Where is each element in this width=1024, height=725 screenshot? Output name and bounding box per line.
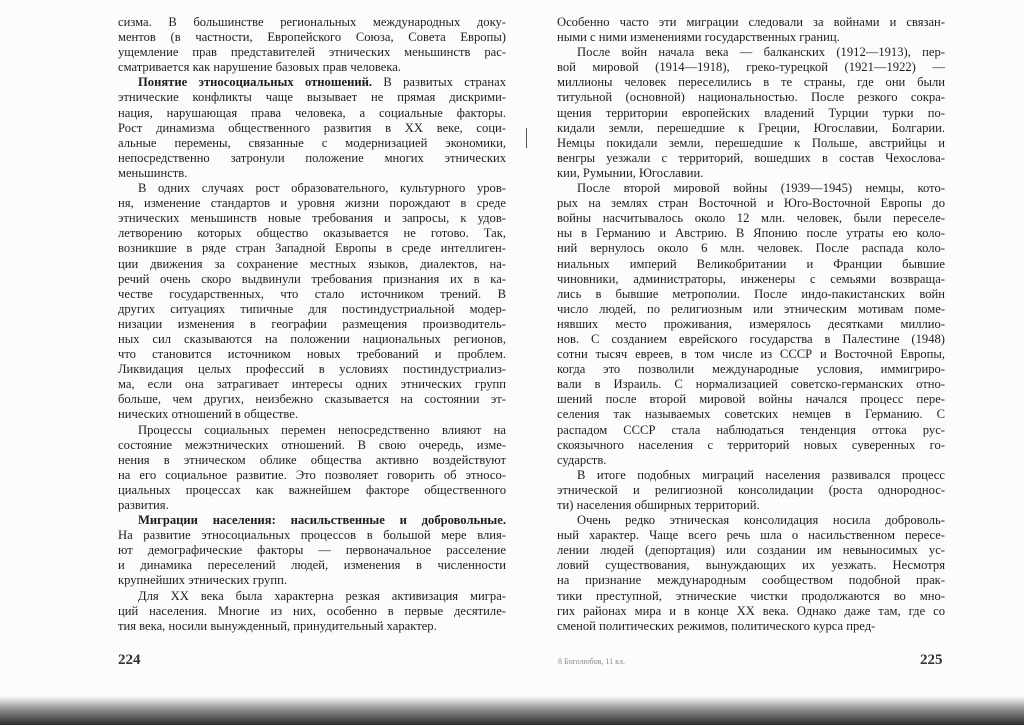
text-line: лении людей (депортация) или создании им невыносимых ус- bbox=[557, 543, 945, 558]
text-line: непосредственно затронули положение многих этнических bbox=[118, 150, 506, 165]
text-line: когда это позволили международные условия, иммигриро- bbox=[557, 362, 945, 377]
paragraph bbox=[118, 589, 506, 634]
text-line: ны в Германию и Австрию. В Японию после утраты ею коло- bbox=[557, 226, 945, 241]
left-page-text bbox=[118, 15, 506, 634]
paragraph bbox=[118, 75, 506, 181]
gutter-mark bbox=[526, 128, 527, 148]
text-line: нявших место проживания, измерялось десятками миллио- bbox=[557, 316, 945, 331]
text-line: этнические конфликты чаще вызывает не прямая дискрими- bbox=[118, 90, 506, 105]
text-line: шений после второй мировой войны начался процесс пере- bbox=[557, 392, 945, 407]
text-line: и динамика переселений людей, изменения в численности bbox=[118, 558, 506, 573]
text-line: Немцы покидали земли, перешедшие к Польше, австрийцы и bbox=[557, 135, 945, 150]
paragraph bbox=[557, 468, 945, 513]
text-run: В развитых странах bbox=[372, 75, 506, 90]
text-line bbox=[118, 513, 506, 528]
text-line: состояние межэтнических отношений. В свою очередь, изме- bbox=[118, 437, 506, 452]
text-line: На развитие этносоциальных процессов в большой мере влия- bbox=[118, 528, 506, 543]
text-line: речий очень скоро выдвинули требования признания их в ка- bbox=[118, 271, 506, 286]
text-line: этнической и религиозной консолидации (роста однороднос- bbox=[557, 482, 945, 497]
paragraph bbox=[557, 15, 945, 45]
text-line: нических отношений в обществе. bbox=[118, 407, 299, 422]
text-line: Для XX века была характерна резкая активизация мигра- bbox=[138, 588, 506, 603]
text-line: ций населения. Многие из них, особенно в первые десятиле- bbox=[118, 603, 506, 618]
text-line: кии, Румынии, Югославии. bbox=[557, 165, 704, 180]
text-line: честве государственных, что стало источником трений. В bbox=[118, 286, 506, 301]
text-line: сматривается как нарушение базовых прав человека. bbox=[118, 60, 402, 75]
page-number-right: 225 bbox=[920, 652, 943, 668]
text-line: вали в Израиль. С нормализацией советско-германских отно- bbox=[557, 377, 945, 392]
text-line: ниальных империй Великобритании и Франции бывшие bbox=[557, 256, 945, 271]
text-line: кидали земли, перешедшие к Греции, Югославии, Болгарии. bbox=[557, 120, 945, 135]
text-line: гих районах мира и в конце XX века. Однако даже там, где со bbox=[557, 603, 945, 618]
text-line: щения территории европейских владений Турции турки по- bbox=[557, 105, 945, 120]
text-line: рых на землях стран Восточной и Юго-Восточной Европы до bbox=[557, 196, 945, 211]
paragraph bbox=[557, 45, 945, 181]
text-line: сотни тысяч евреев, в том числе из СССР и Восточной Европы, bbox=[557, 347, 945, 362]
text-line: на признание международным сообществом подобной прак- bbox=[557, 573, 945, 588]
text-line: нов. С созданием еврейского государства в Палестине (1948) bbox=[557, 331, 945, 346]
text-line: титульной (основной) национальностью. После резкого сокра- bbox=[557, 90, 945, 105]
paragraph bbox=[557, 181, 945, 468]
text-line: сударств. bbox=[557, 452, 607, 467]
text-line: ции движения за сохранение местных языков, диалектов, на- bbox=[118, 256, 506, 271]
text-line: ущемление прав представителей этнических меньшинств рас- bbox=[118, 45, 506, 60]
text-line: циальных процессах как важнейшем факторе общественного bbox=[118, 482, 506, 497]
text-line: ными с ними изменениями государственных границ. bbox=[557, 30, 840, 45]
text-line bbox=[118, 75, 506, 90]
text-line: меньшинств. bbox=[118, 165, 188, 180]
text-line: селения так называемых советских немцев в Германию. С bbox=[557, 407, 945, 422]
text-line: число людей, по религиозным или этническим мотивам поме- bbox=[557, 301, 945, 316]
text-line: альные перемены, связанные с модернизацией экономики, bbox=[118, 135, 506, 150]
text-line: низации изменения в географии размещения производитель- bbox=[118, 316, 506, 331]
scan-shadow-edge bbox=[0, 696, 1024, 725]
text-line: сизма. В большинстве региональных международных доку- bbox=[118, 15, 506, 29]
text-line: ют демографические факторы — первоначальное расселение bbox=[118, 543, 506, 558]
text-line: возникшие в ряде стран Западной Европы в среде интеллиген- bbox=[118, 241, 506, 256]
text-line: чиновники, администраторы, инженеры с семьями возвраща- bbox=[557, 271, 945, 286]
text-line: войны насчитывалось около 12 млн. человек, были переселе- bbox=[557, 211, 945, 226]
text-line: После войн начала века — балканских (1912—1913), пер- bbox=[577, 45, 945, 60]
text-line: После второй мировой войны (1939—1945) немцы, кото- bbox=[577, 181, 945, 196]
text-line: скоязычного населения с территорий новых суверенных го- bbox=[557, 437, 945, 452]
text-line: на его социальное развитие. Это позволяет говорить об этносо- bbox=[118, 467, 506, 482]
text-line: ти) населения обширных территорий. bbox=[557, 498, 760, 512]
text-line: ный характер. Чаще всего речь шла о насильственном пересе- bbox=[557, 528, 945, 543]
text-line: развития. bbox=[118, 498, 169, 512]
text-line: ловий существования, вынуждающих их уезжать. Несмотря bbox=[557, 558, 945, 573]
paragraph bbox=[118, 513, 506, 588]
text-line: Рост динамизма общественного развития в XX веке, соци- bbox=[118, 120, 506, 135]
text-line: вой мировой (1914—1918), греко-турецкой (1921—1922) — bbox=[557, 60, 945, 75]
text-line: В итоге подобных миграций населения развивался процесс bbox=[577, 467, 945, 482]
text-line: этнических меньшинств новые требования и запросы, к удов- bbox=[118, 211, 506, 226]
text-line: лись в бывшие метрополии. После индо-пакистанских войн bbox=[557, 286, 945, 301]
text-line: других ситуациях типичные для постиндустриальной модер- bbox=[118, 301, 506, 316]
text-line: ментов (в частности, Европейского Союза, Совета Европы) bbox=[118, 30, 506, 45]
text-line: летворению которых общество оказывается не готово. Так, bbox=[118, 226, 506, 241]
text-line: Очень редко этническая консолидация носила доброволь- bbox=[577, 513, 945, 528]
text-line: венгры уезжали с территорий, вошедших в состав Чехослова- bbox=[557, 150, 945, 165]
text-line: ных сил сказываются на положении национальных регионов, bbox=[118, 331, 506, 346]
right-page-text bbox=[557, 15, 945, 634]
text-line: Особенно часто эти миграции следовали за войнами и связан- bbox=[557, 15, 945, 29]
text-line: крупнейших этнических групп. bbox=[118, 573, 287, 588]
text-line: ня, изменение стандартов и уровня жизни порождают в среде bbox=[118, 196, 506, 211]
text-line: миллионы человек переселились в те страны, где они были bbox=[557, 75, 945, 90]
text-line: ма, если она затрагивает интересы одних этнических групп bbox=[118, 377, 506, 392]
page-number-left: 224 bbox=[118, 652, 141, 668]
paragraph-heading: Миграции населения: насильственные и добровольные. bbox=[138, 513, 506, 528]
paragraph-heading: Понятие этносоциальных отношений. bbox=[138, 75, 372, 90]
text-line: сменой политических режимов, политического курса пред- bbox=[557, 618, 876, 633]
paragraph bbox=[118, 181, 506, 423]
text-line: нация, нарушающая права человека, а социальные факторы. bbox=[118, 105, 506, 120]
text-line: больше, чем других, неизбежно сказывается на состоянии эт- bbox=[118, 392, 506, 407]
text-line: тия века, носили вынужденный, принудительный характер. bbox=[118, 618, 437, 633]
text-line: распадом СССР стала наблюдаться тенденция оттока рус- bbox=[557, 422, 945, 437]
paragraph bbox=[118, 15, 506, 75]
paragraph bbox=[557, 513, 945, 634]
text-line: Ликвидация целых профессий в условиях постиндустриализ- bbox=[118, 362, 506, 377]
paragraph bbox=[118, 423, 506, 514]
text-line: Процессы социальных перемен непосредственно влияют на bbox=[138, 422, 506, 437]
text-line: нения в этническом облике общества активно воздействуют bbox=[118, 452, 506, 467]
text-line: ний вернулось около 6 млн. человек. После распада коло- bbox=[557, 241, 945, 256]
text-line: тики преступной, этнические чистки продолжаются во мно- bbox=[557, 588, 945, 603]
printer-signature: 8 Боголюбов, 11 кл. bbox=[558, 657, 625, 666]
text-line: В одних случаях рост образовательного, культурного уров- bbox=[138, 181, 506, 196]
text-line: что становится источником новых требований и проблем. bbox=[118, 347, 506, 362]
